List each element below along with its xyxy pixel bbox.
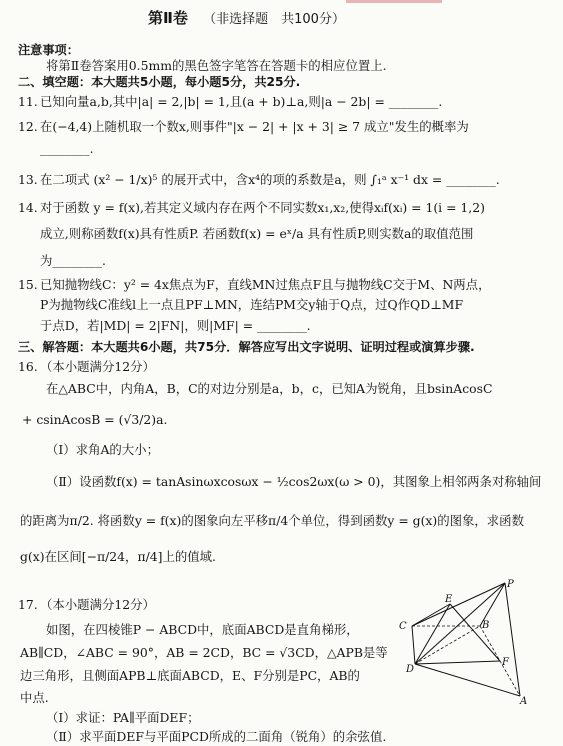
section-title-text: 第Ⅱ卷 [148, 9, 188, 27]
question-17 [18, 597, 155, 613]
label-D: D [406, 664, 415, 675]
pyramid-figure [392, 578, 538, 704]
section-subtitle: （非选择题 共100分） [203, 12, 345, 27]
label-P: P [507, 579, 514, 590]
question-16-part-2-line-2: 的距离为π/2. 将函数y = f(x)的图象向左平移π/4个单位，得到函数y = g(x)的图象，求函数 [20, 513, 524, 528]
question-text: 在(−4,4)上随机取一个数x,则事件"|x − 2| + |x + 3| ≥ 7 成立"发生的概率为 [40, 119, 469, 134]
question-15 [18, 277, 490, 293]
question-number: 16. [18, 359, 38, 374]
edge-pa [505, 583, 520, 696]
question-number: 13. [18, 172, 38, 187]
label-B: B [482, 620, 490, 631]
question-17-part-2: （Ⅱ）求平面DEF与平面PCD所成的二面角（锐角）的余弦值. [46, 729, 387, 744]
question-score: （本小题满分12分） [40, 597, 155, 612]
label-A: A [520, 696, 528, 704]
question-number: 17. [18, 597, 38, 612]
question-number: 14. [18, 200, 38, 215]
question-number: 12. [18, 119, 38, 134]
label-C: C [399, 621, 407, 632]
question-16-line-2: + csinAcosB = (√3/2)a. [22, 412, 168, 427]
edge-db-hidden [415, 626, 480, 664]
question-14-line-2: 成立,则称函数f(x)具有性质P. 若函数f(x) = eˣ/a 具有性质P,则实数a的取值范围 [40, 226, 474, 241]
question-number: 15. [18, 277, 38, 292]
question-15-line-2: P为抛物线C准线l上一点且PF⊥MN，连结PM交y轴于Q点，过Q作QD⊥MF [40, 297, 464, 312]
question-15-line-3: 于点D，若|MD| = 2|FN|，则|MF| = ________. [40, 318, 311, 333]
question-14 [18, 200, 485, 216]
question-11 [18, 94, 442, 110]
question-17-line-3: 边三角形，且侧面APB⊥底面ABCD，E、F分别是PC，AB的 [20, 668, 360, 683]
question-16-part-2-line-1: （Ⅱ）设函数f(x) = tanAsinωxcosωx − ½cos2ωx(ω > 0)，其图象上相邻两条对称轴间 [46, 474, 542, 489]
question-16-part-2-line-3: g(x)在区间[−π/24，π/4]上的值域. [20, 549, 216, 564]
question-16 [18, 359, 155, 375]
question-14-line-3: 为________. [40, 253, 106, 268]
fill-in-section-heading: 二、填空题：本大题共5小题，每小题5分，共25分. [18, 75, 301, 89]
edge-ef [450, 604, 500, 661]
question-score: （本小题满分12分） [40, 359, 155, 374]
question-number: 11. [18, 94, 38, 109]
question-17-part-1: （Ⅰ）求证：PA∥平面DEF； [46, 710, 200, 725]
question-16-line-1: 在△ABC中，内角A，B，C的对边分别是a，b，c，已知A为锐角，且bsinAcosC [46, 381, 493, 396]
edge-da [415, 664, 520, 696]
answer-section-heading: 三、解答题：本大题共6小题，共75分．解答应写出文字说明、证明过程或演算步骤. [18, 340, 475, 354]
question-17-line-2: AB∥CD，∠ABC = 90°，AB = 2CD，BC = √3CD，△APB是等 [20, 645, 388, 660]
question-text: 已知抛物线C：y² = 4x焦点为F，直线MN过焦点F且与抛物线C交于M、N两点， [40, 277, 491, 292]
edge-de [415, 604, 450, 664]
question-13 [18, 172, 500, 188]
question-text: 在二项式 (x² − 1/x)⁵ 的展开式中，含x⁴的项的系数是a，则 ∫₁ᵃ x⁻¹ dx = ________. [40, 172, 500, 187]
label-E: E [445, 594, 453, 605]
question-text: 对于函数 y = f(x),若其定义域内存在两个不同实数x₁,x₂,使得xᵢf(xᵢ) = 1(i = 1,2) [40, 200, 485, 215]
edge-pc [412, 583, 505, 626]
question-12-line-2: ________. [40, 141, 94, 156]
question-12 [18, 119, 469, 135]
section-title [148, 10, 345, 28]
question-17-line-1: 如图，在四棱锥P − ABCD中，底面ABCD是直角梯形， [46, 622, 359, 637]
edge-df [415, 661, 500, 664]
question-text: 已知向量a,b,其中|a| = 2,|b| = 1,且(a + b)⊥a,则|a − 2b| = ________. [40, 94, 443, 109]
red-stamp-mark [346, 0, 442, 3]
question-16-part-1: （Ⅰ）求角A的大小； [46, 442, 159, 457]
label-F: F [502, 657, 509, 668]
edge-cd [412, 626, 415, 664]
notice-text: 将第Ⅱ卷答案用0.5mm的黑色签字笔答在答题卡的相应位置上. [46, 58, 387, 73]
question-17-line-4: 中点. [20, 690, 49, 705]
notice-heading: 注意事项： [18, 43, 79, 57]
edge-ce [412, 604, 450, 626]
